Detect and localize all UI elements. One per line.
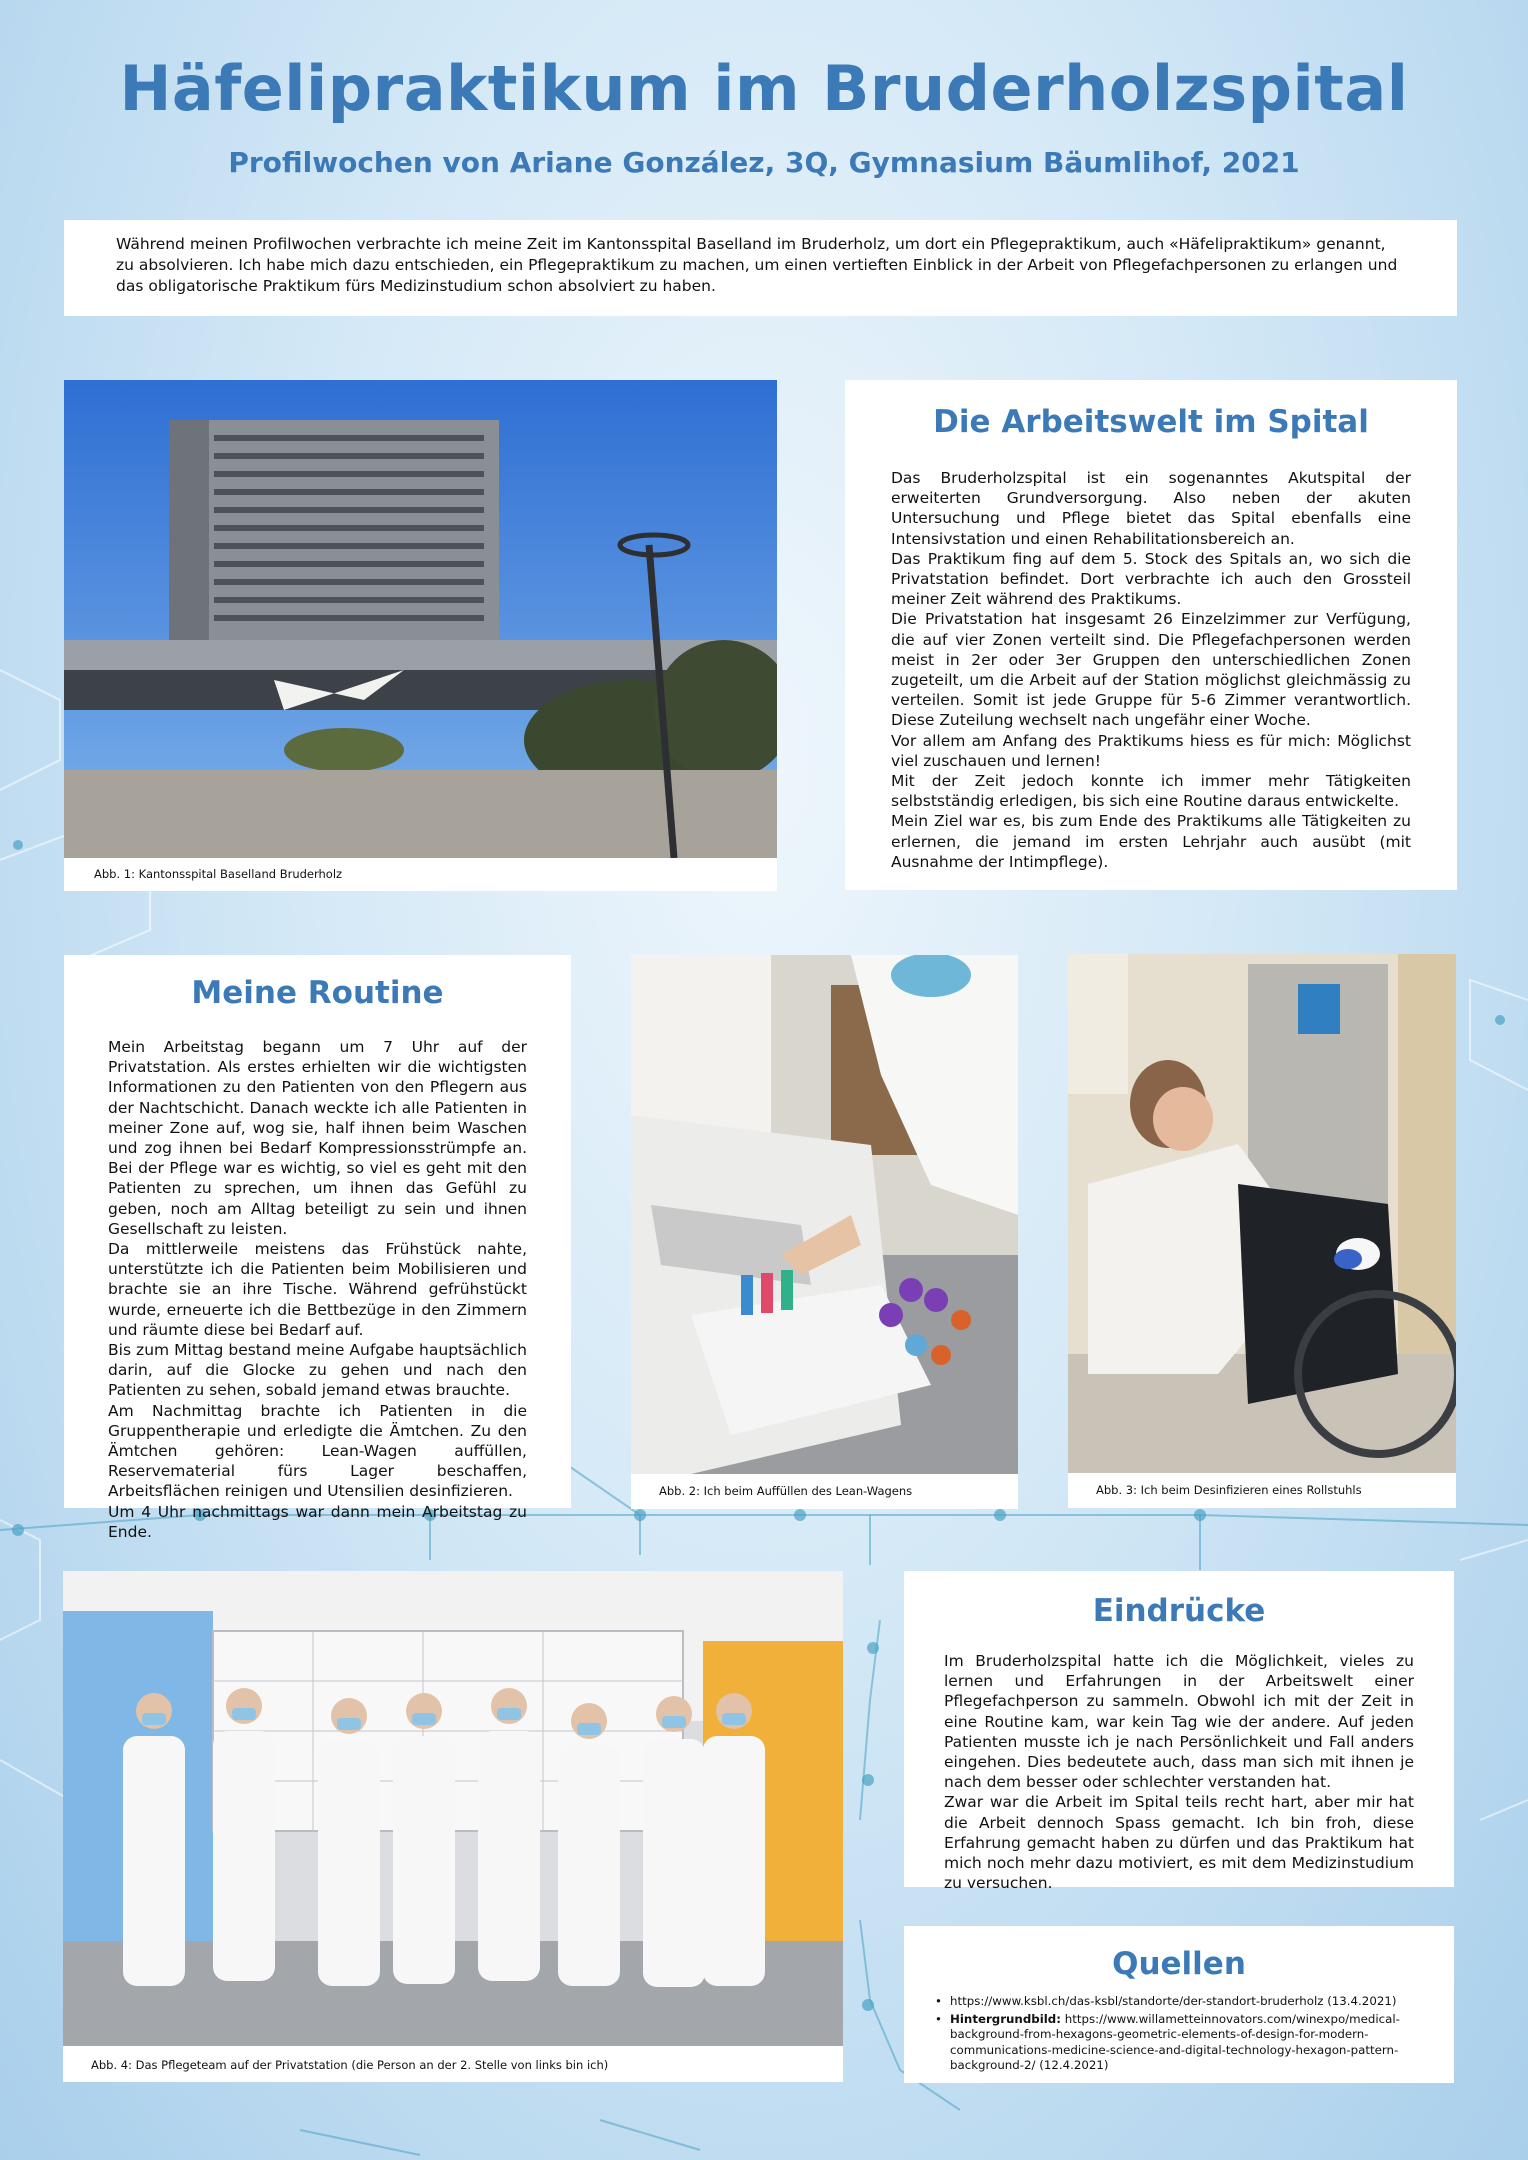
hospital-photo — [64, 380, 777, 858]
intro-text: Während meinen Profilwochen verbrachte ich meine Zeit im Kantonsspital Baselland im Bruderholz, um dort ein Pflegepraktikum, auch «Häfelipraktikum» genannt, zu absolvieren. Ich habe mich dazu entschieden, ein Pflegepraktikum zu machen, um einen vertieften Einblick in der Arbeit von Pflegefachpersonen zu erlangen und das obligatorische Praktikum fürs Medizinstudium schon absolviert zu haben. — [116, 235, 1398, 295]
eindruecke-panel — [904, 1571, 1454, 1893]
team-photo — [63, 1571, 843, 2046]
routine-paragraph: Um 4 Uhr nachmittags war dann mein Arbeitstag zu Ende. — [108, 1502, 527, 1541]
routine-paragraph: Bis zum Mittag bestand meine Aufgabe hauptsächlich darin, auf die Glocke zu gehen und nach den Patienten zu sehen, sobald jemand etwas brauchte. — [108, 1341, 527, 1400]
poster-title: Häfelipraktikum im Bruderholzspital — [119, 52, 1409, 125]
wheelchair-photo — [1068, 954, 1456, 1473]
arbeitswelt-title: Die Arbeitswelt im Spital — [933, 404, 1369, 440]
arbeitswelt-paragraph: Mein Ziel war es, bis zum Ende des Praktikums alle Tätigkeiten zu erlernen, die jemand im ersten Lehrjahr auch ausübt (mit Ausnahme der Intimpflege). — [891, 812, 1411, 871]
arbeitswelt-paragraph: Vor allem am Anfang des Praktikums hiess es für mich: Möglichst viel zuschauen und lernen! — [891, 731, 1411, 770]
eindruecke-title: Eindrücke — [1092, 1593, 1266, 1629]
quellen-panel — [904, 1926, 1454, 2083]
eindruecke-paragraph: Im Bruderholzspital hatte ich die Möglichkeit, vieles zu lernen und Erfahrungen in der Arbeitswelt einer Pflegefachperson zu sammeln. Obwohl ich mit der Zeit in eine Routine kam, war kein Tag wie der andere. Auf jeden Patienten musste ich je nach Persönlichkeit und Fall anders eingehen. Dies bedeutete auch, dass man sich mit ihnen je nach dem besser oder schlechter verstanden hat. — [944, 1652, 1414, 1792]
sources-list — [932, 1994, 1414, 2074]
routine-title: Meine Routine — [191, 975, 444, 1011]
lean-wagon-photo — [631, 955, 1018, 1474]
arbeitswelt-panel — [845, 380, 1457, 890]
source-text: https://www.willametteinnovators.com/winexpo/medical-background-from-hexagons-geometric-elements-of-design-for-modern-communications-medicine-science-and-digital-technology-hexagon-pattern-background-2/ (12.4.2021) — [950, 2011, 1400, 2072]
source-item — [932, 1994, 1414, 2010]
arbeitswelt-text — [891, 468, 1411, 872]
figure-2-caption: Abb. 2: Ich beim Auffüllen des Lean-Wagens — [659, 1484, 913, 1498]
source-label: Hintergrundbild: — [950, 2011, 1061, 2026]
source-item — [932, 2012, 1414, 2074]
arbeitswelt-paragraph: Das Bruderholzspital ist ein sogenanntes Akutspital der erweiterten Grundversorgung. Also neben der akuten Untersuchung und Pflege bietet das Spital ebenfalls eine Intensivstation und einen Rehabilitationsbereich an. — [891, 469, 1411, 548]
figure-1-caption: Abb. 1: Kantonsspital Baselland Bruderholz — [94, 867, 343, 881]
eindruecke-text — [944, 1651, 1414, 1893]
intro-panel — [64, 220, 1457, 316]
routine-text — [108, 1037, 527, 1542]
figure-4-caption: Abb. 4: Das Pflegeteam auf der Privatstation (die Person an der 2. Stelle von links bin ich) — [91, 2058, 609, 2072]
arbeitswelt-paragraph: Mit der Zeit jedoch konnte ich immer mehr Tätigkeiten selbstständig erledigen, bis sich eine Routine daraus entwickelte. — [891, 772, 1411, 811]
routine-paragraph: Mein Arbeitstag begann um 7 Uhr auf der Privatstation. Als erstes erhielten wir die wichtigsten Informationen zu den Patienten von den Pflegern aus der Nachtschicht. Danach weckte ich alle Patienten in meiner Zone auf, wog sie, half ihnen beim Waschen und zog ihnen bei Bedarf Kompressionsstrümpfe an. Bei der Pflege war es wichtig, so viel es geht mit den Patienten zu sprechen, um ihnen das Gefühl zu geben, noch am Alltag beteiligt zu sein und ihnen Gesellschaft zu leisten. — [108, 1038, 527, 1238]
routine-panel — [64, 955, 571, 1541]
source-text: https://www.ksbl.ch/das-ksbl/standorte/der-standort-bruderholz (13.4.2021) — [950, 1994, 1397, 2008]
quellen-title: Quellen — [1112, 1946, 1246, 1982]
figure-2-panel — [631, 955, 1018, 1509]
routine-paragraph: Da mittlerweile meistens das Frühstück nahte, unterstützte ich die Patienten beim Mobilisieren und brachte sie an ihre Tische. Während gefrühstückt wurde, erneuerte ich die Bettbezüge in den Zimmern und räumte diese bei Bedarf auf. — [108, 1240, 527, 1339]
figure-3-panel — [1068, 954, 1456, 1508]
arbeitswelt-paragraph: Das Praktikum fing auf dem 5. Stock des Spitals an, wo sich die Privatstation befindet. Dort verbrachte ich auch den Grossteil meiner Zeit während des Praktikums. — [891, 549, 1411, 609]
figure-1-panel — [64, 380, 777, 891]
eindruecke-paragraph: Zwar war die Arbeit im Spital teils recht hart, aber mir hat die Arbeit dennoch Spass gemacht. Ich bin froh, diese Erfahrung gemacht haben zu dürfen und das Praktikum hat mich noch mehr dazu motiviert, es mit dem Medizinstudium zu versuchen. — [944, 1793, 1414, 1893]
routine-paragraph: Am Nachmittag brachte ich Patienten in die Gruppentherapie und erledigte die Ämtchen. Zu den Ämtchen gehören: Lean-Wagen auffüllen, Reservematerial fürs Lager beschaffen, Arbeitsflächen reinigen und Utensilien desinfizieren. — [108, 1401, 527, 1501]
figure-3-caption: Abb. 3: Ich beim Desinfizieren eines Rollstuhls — [1096, 1483, 1362, 1497]
figure-4-panel — [63, 1571, 843, 2082]
poster-subtitle: Profilwochen von Ariane González, 3Q, Gymnasium Bäumlihof, 2021 — [228, 146, 1300, 179]
arbeitswelt-paragraph: Die Privatstation hat insgesamt 26 Einzelzimmer zur Verfügung, die auf vier Zonen verteilt sind. Die Pflegefachpersonen werden meist in 2er oder 3er Gruppen den unterschiedlichen Zonen zugeteilt, um die Arbeit auf der Station möglichst gleichmässig zu verteilen. Somit ist jede Gruppe für 5-6 Zimmer verantwortlich. Diese Zuteilung wechselt nach ungefähr einer Woche. — [891, 610, 1411, 730]
